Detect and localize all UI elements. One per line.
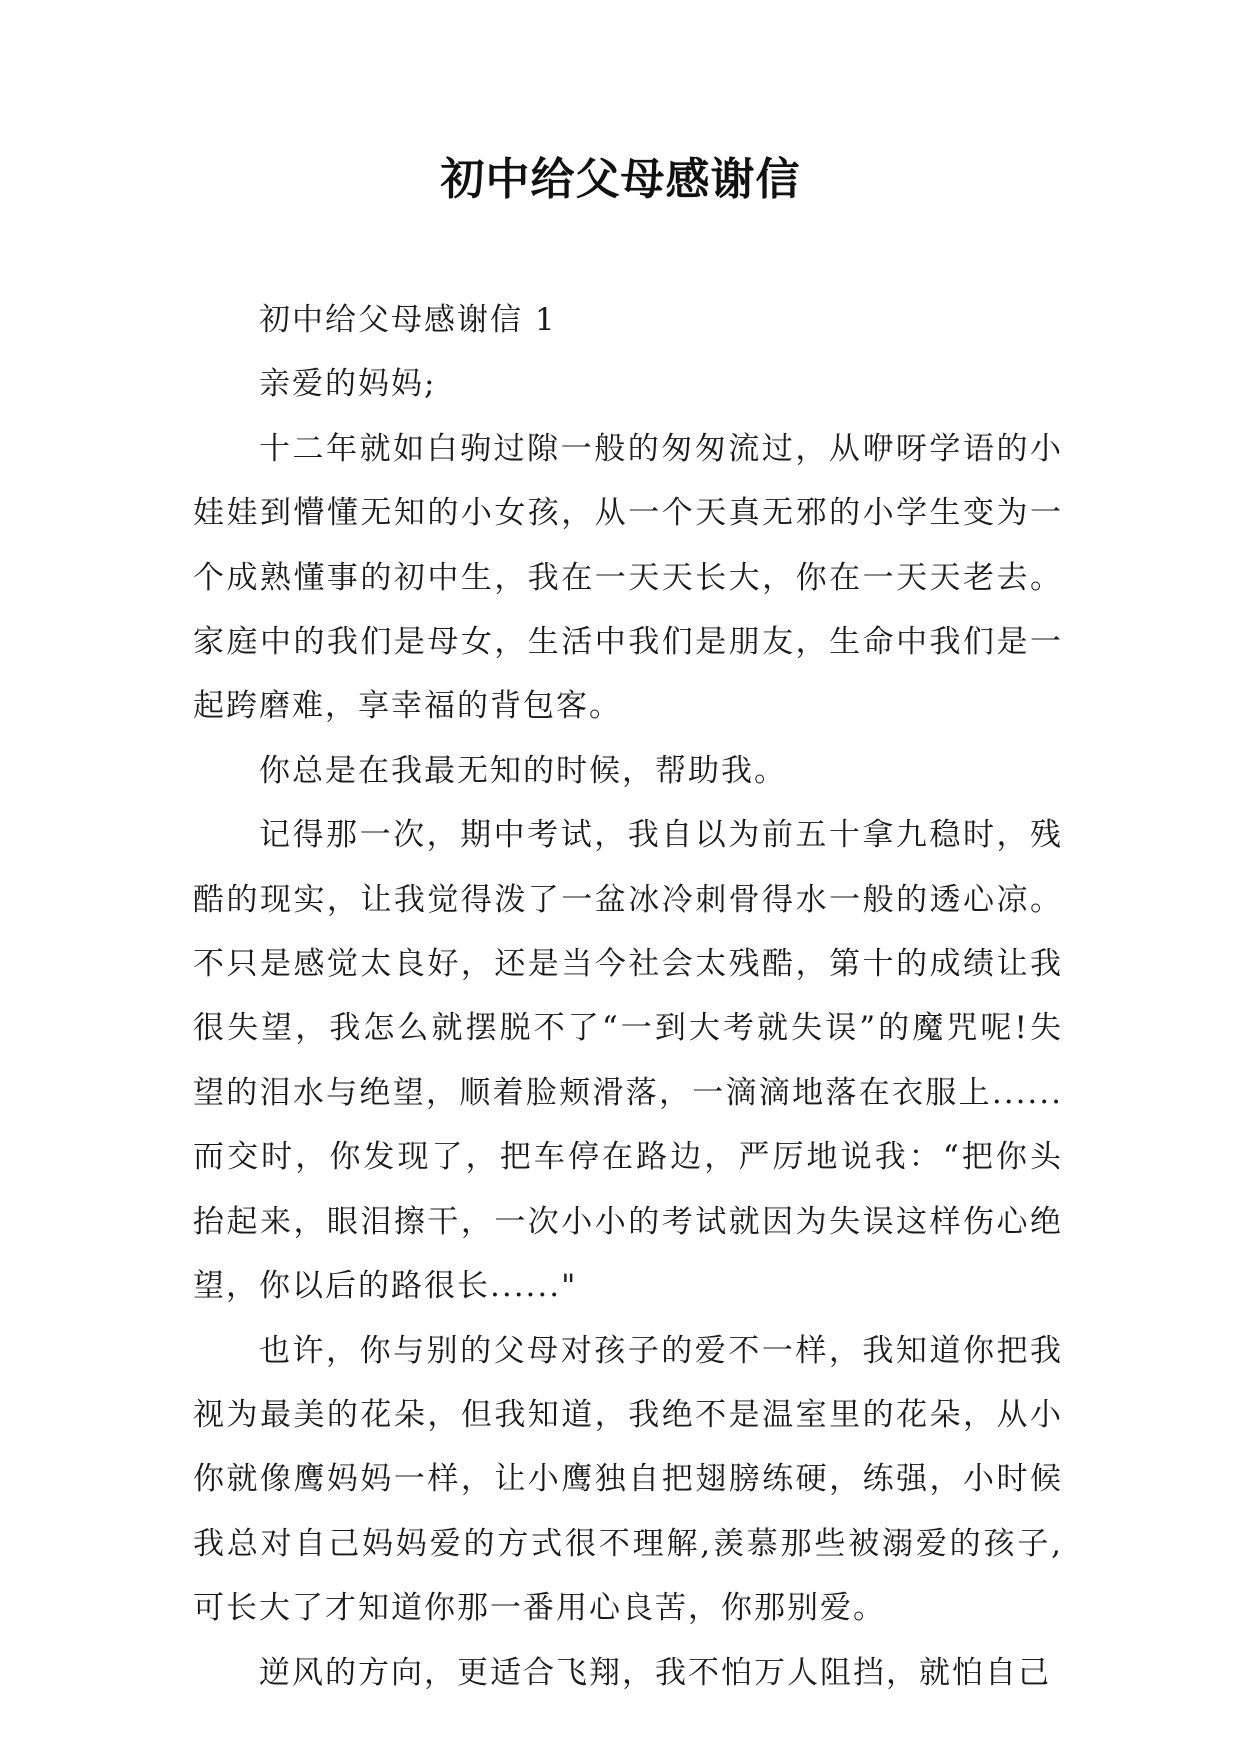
body-paragraph: 十二年就如白驹过隙一般的匆匆流过，从咿呀学语的小娃娃到懵懂无知的小女孩，从一个天真无邪的小学生变为一个成熟懂事的初中生，我在一天天长大，你在一天天老去。家庭中的我们是母女，生活中我们是朋友，生命中我们是一起跨磨难，享幸福的背包客。	[193, 430, 1063, 725]
salutation: 亲爱的妈妈;	[259, 366, 437, 403]
body-paragraph: 记得那一次，期中考试，我自以为前五十拿九稳时，残酷的现实，让我觉得泼了一盆冰冷刺骨得水一般的透心凉。不只是感觉太良好，还是当今社会太残酷，第十的成绩让我很失望，我怎么就摆脱不了“一到大考就失误”的魔咒呢!失望的泪水与绝望，顺着脸颊滑落，一滴滴地落在衣服上......而交时，你发现了，把车停在路边，严厉地说我：“把你头抬起来，眼泪擦干，一次小小的考试就因为失误这样伤心绝望，你以后的路很长......"	[193, 817, 1063, 1305]
document-body	[193, 288, 1063, 1705]
letter-heading: 初中给父母感谢信 1	[259, 302, 557, 338]
document-title: 初中给父母感谢信	[440, 154, 801, 205]
body-paragraph: 逆风的方向，更适合飞翔，我不怕万人阻挡，就怕自己	[259, 1654, 1051, 1691]
body-paragraph: 也许，你与别的父母对孩子的爱不一样，我知道你把我视为最美的花朵，但我知道，我绝不是温室里的花朵，从小你就像鹰妈妈一样，让小鹰独自把翅膀练硬，练强，小时候我总对自己妈妈爱的方式很不理解,羡慕那些被溺爱的孩子,可长大了才知道你那一番用心良苦，你那别爱。	[193, 1332, 1063, 1627]
body-paragraph: 你总是在我最无知的时候，帮助我。	[259, 752, 787, 789]
